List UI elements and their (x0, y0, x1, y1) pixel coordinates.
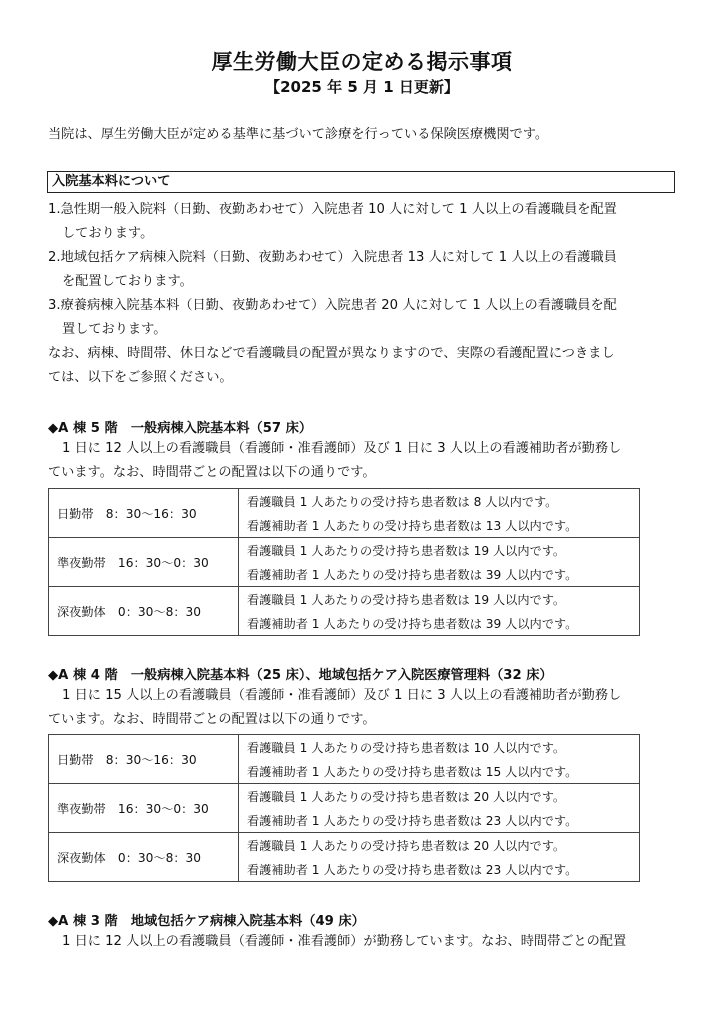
ward-a4-intro-line2: ています。なお、時間帯ごとの配置は以下の通りです。 (48, 712, 376, 727)
table-row (49, 587, 640, 612)
basic-fee-item-3-cont: 置しております。 (62, 322, 167, 337)
table-row (49, 833, 640, 858)
table-row (49, 538, 640, 563)
basic-fee-item-1-cont: しております。 (62, 226, 154, 241)
basic-fee-item-2-cont: を配置しております。 (62, 274, 193, 289)
nurse-ratio-cell: 看護職員 1 人あたりの受け持ち患者数は 20 人以内です。 (239, 784, 640, 809)
aide-ratio-cell: 看護補助者 1 人あたりの受け持ち患者数は 23 人以内です。 (239, 808, 640, 833)
basic-fee-heading: 入院基本料について (47, 171, 675, 193)
basic-fee-note: なお、病棟、時間帯、休日などで看護職員の配置が異なりますので、実際の看護配置につきまし (48, 346, 615, 361)
aide-ratio-cell: 看護補助者 1 人あたりの受け持ち患者数は 13 人以内です。 (239, 513, 640, 538)
table-row (49, 489, 640, 514)
basic-fee-note-cont: ては、以下をご参照ください。 (48, 370, 233, 385)
update-date: 【2025 年 5 月 1 日更新】 (265, 78, 459, 96)
ward-a5-intro-line1: 1 日に 12 人以上の看護職員（看護師・准看護師）及び 1 日に 3 人以上の看護補助者が勤務し (62, 441, 622, 456)
nurse-ratio-cell: 看護職員 1 人あたりの受け持ち患者数は 10 人以内です。 (239, 735, 640, 760)
shift-cell: 準夜勤帯 16：30～0：30 (49, 784, 239, 833)
ward-a3-intro-line1: 1 日に 12 人以上の看護職員（看護師・准看護師）が勤務しています。なお、時間帯ごとの配置 (62, 934, 627, 949)
nurse-ratio-cell: 看護職員 1 人あたりの受け持ち患者数は 20 人以内です。 (239, 833, 640, 858)
nurse-ratio-cell: 看護職員 1 人あたりの受け持ち患者数は 8 人以内です。 (239, 489, 640, 514)
aide-ratio-cell: 看護補助者 1 人あたりの受け持ち患者数は 39 人以内です。 (239, 611, 640, 636)
shift-cell: 準夜勤帯 16：30～0：30 (49, 538, 239, 587)
ward-a3-title: ◆A 棟 3 階 地域包括ケア病棟入院基本料（49 床） (48, 914, 365, 929)
shift-cell: 日勤帯 8：30～16：30 (49, 735, 239, 784)
aide-ratio-cell: 看護補助者 1 人あたりの受け持ち患者数は 39 人以内です。 (239, 562, 640, 587)
basic-fee-list (48, 198, 678, 390)
table-row (49, 784, 640, 809)
aide-ratio-cell: 看護補助者 1 人あたりの受け持ち患者数は 23 人以内です。 (239, 857, 640, 882)
nurse-ratio-cell: 看護職員 1 人あたりの受け持ち患者数は 19 人以内です。 (239, 587, 640, 612)
ward-a4-intro-line1: 1 日に 15 人以上の看護職員（看護師・准看護師）及び 1 日に 3 人以上の看護補助者が勤務し (62, 688, 622, 703)
ward-a5-intro-line2: ています。なお、時間帯ごとの配置は以下の通りです。 (48, 465, 376, 480)
ward-a5-title: ◆A 棟 5 階 一般病棟入院基本料（57 床） (48, 421, 313, 436)
shift-cell: 日勤帯 8：30～16：30 (49, 489, 239, 538)
basic-fee-item-2: 2.地域包括ケア病棟入院料（日勤、夜勤あわせて）入院患者 13 人に対して 1 人以上の看護職員 (48, 250, 617, 265)
shift-cell: 深夜勤体 0：30～8：30 (49, 587, 239, 636)
ward-a4-intro (48, 684, 678, 732)
aide-ratio-cell: 看護補助者 1 人あたりの受け持ち患者数は 15 人以内です。 (239, 759, 640, 784)
nurse-ratio-cell: 看護職員 1 人あたりの受け持ち患者数は 19 人以内です。 (239, 538, 640, 563)
page-title: 厚生労働大臣の定める掲示事項 (211, 50, 513, 74)
basic-fee-item-3: 3.療養病棟入院基本料（日勤、夜勤あわせて）入院患者 20 人に対して 1 人以上の看護職員を配 (48, 298, 617, 313)
ward-a5-intro (48, 437, 678, 485)
ward-a5-staffing-table (48, 488, 640, 636)
table-row (49, 735, 640, 760)
intro-text: 当院は、厚生労働大臣が定める基準に基づいて診療を行っている保険医療機関です。 (48, 127, 549, 142)
ward-a3-intro (48, 930, 678, 954)
shift-cell: 深夜勤体 0：30～8：30 (49, 833, 239, 882)
ward-a4-staffing-table (48, 734, 640, 882)
basic-fee-item-1: 1.急性期一般入院料（日勤、夜勤あわせて）入院患者 10 人に対して 1 人以上の看護職員を配置 (48, 202, 617, 217)
ward-a4-title: ◆A 棟 4 階 一般病棟入院基本料（25 床）、地域包括ケア入院医療管理料（32 床） (48, 668, 553, 683)
